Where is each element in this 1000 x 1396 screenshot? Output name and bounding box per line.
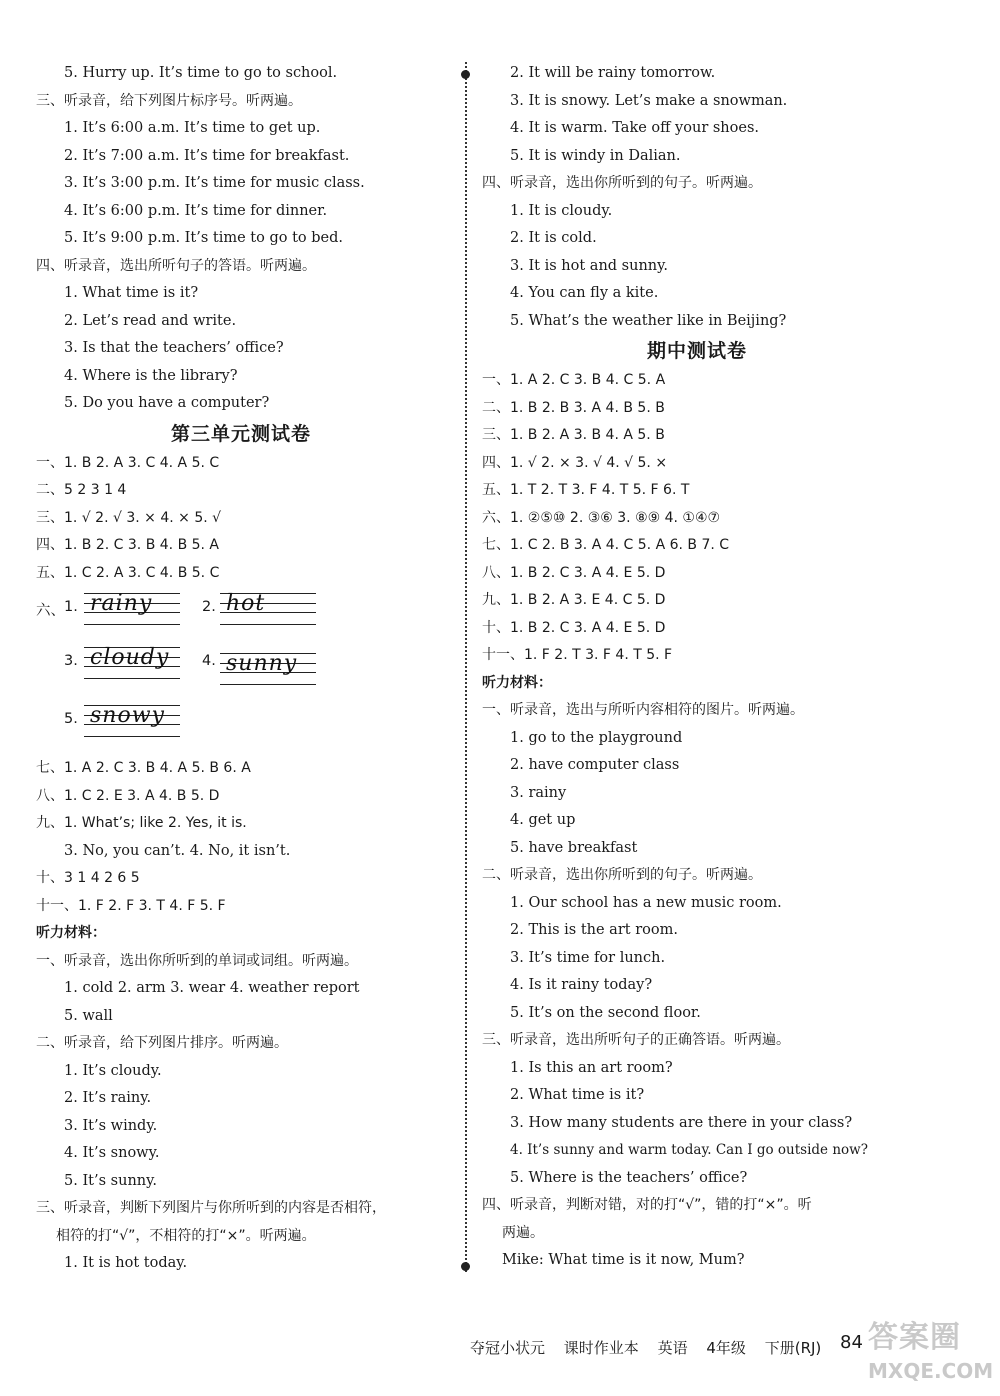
list-item: 4. It’s sunny and warm today. Can I go outside now? <box>510 1142 868 1158</box>
list-item: 4. Is it rainy today? <box>510 977 653 993</box>
list-item: 3. rainy <box>510 784 567 801</box>
list-item: 2. This is the art room. <box>510 922 678 938</box>
list-item: 1. It’s 6:00 a.m. It’s time to get up. <box>64 120 321 136</box>
list-item: 4. It’s 6:00 p.m. It’s time for dinner. <box>64 202 328 219</box>
answer-line: 十、1. B 2. C 3. A 4. E 5. D <box>482 619 666 636</box>
list-item: 2. have computer class <box>510 757 680 773</box>
answer-line: 五、1. T 2. T 3. F 4. T 5. F 6. T <box>482 482 690 498</box>
unit3-heading: 第三单元测试卷 <box>170 422 311 445</box>
midterm-heading: 期中测试卷 <box>646 340 747 362</box>
item-number: 5. <box>64 711 78 727</box>
list-item: 1. What time is it? <box>64 285 199 301</box>
handwritten-word: sunny <box>226 651 298 676</box>
item-number: 4. <box>202 653 216 669</box>
list-item: 1. cold 2. arm 3. wear 4. weather report <box>64 980 360 996</box>
left-column <box>36 60 446 1278</box>
binding-hole-top <box>461 70 470 79</box>
list-item: 4. Where is the library? <box>64 367 238 384</box>
section-title: 二、听录音，给下列图片排序。听两遍。 <box>36 1035 288 1051</box>
list-item: 5. have breakfast <box>510 839 638 856</box>
handwriting-row <box>36 695 446 755</box>
list-item: 2. Let’s read and write. <box>64 312 237 329</box>
section-title: 三、听录音，给下列图片标序号。听两遍。 <box>36 92 302 109</box>
list-item: 3. How many students are there in your class? <box>510 1114 853 1131</box>
list-item: 3. Is that the teachers’ office? <box>64 340 284 356</box>
item-number: 1. <box>64 599 78 615</box>
list-item: 1. It is cloudy. <box>510 202 613 219</box>
list-item: 5. It’s sunny. <box>64 1172 157 1189</box>
section-title: 三、听录音，判断下列图片与你所听到的内容是否相符， <box>36 1200 386 1216</box>
handwriting-answer <box>220 589 316 629</box>
handwriting-row <box>36 587 446 641</box>
handwritten-word: cloudy <box>90 645 170 670</box>
answer-line: 八、1. C 2. E 3. A 4. B 5. D <box>36 787 220 804</box>
section-title-continued: 两遍。 <box>502 1224 544 1241</box>
list-item: 2. It’s rainy. <box>64 1090 152 1106</box>
handwriting-answer <box>84 701 180 741</box>
answer-line: 四、1. B 2. C 3. B 4. B 5. A <box>36 537 220 553</box>
column-divider <box>465 62 467 1272</box>
list-item: 5. Do you have a computer? <box>64 395 270 411</box>
list-item: Mike: What time is it now, Mum? <box>502 1252 745 1268</box>
handwriting-answer <box>84 589 180 629</box>
list-item: 5. It’s on the second floor. <box>510 1004 701 1021</box>
listening-label: 听力材料： <box>482 674 552 691</box>
page-number: 84 <box>840 1332 863 1353</box>
right-column <box>482 60 912 1275</box>
list-item: 4. You can fly a kite. <box>510 285 659 301</box>
list-item: 3. It is snowy. Let’s make a snowman. <box>510 92 788 109</box>
answer-line: 3. No, you can’t. 4. No, it isn’t. <box>64 842 291 859</box>
handwriting-row <box>36 641 446 695</box>
answer-line: 五、1. C 2. A 3. C 4. B 5. C <box>36 564 220 581</box>
section-prefix: 六、 <box>36 603 65 619</box>
list-item: 4. It’s snowy. <box>64 1145 160 1161</box>
answer-line: 5. Hurry up. It’s time to go to school. <box>64 65 338 81</box>
section-title: 四、听录音，选出所听句子的答语。听两遍。 <box>36 257 316 274</box>
handwritten-word: rainy <box>90 591 153 616</box>
answer-line: 三、1. B 2. A 3. B 4. A 5. B <box>482 427 665 443</box>
footer-book: 课时作业本 <box>563 1339 639 1357</box>
section-title: 四、听录音，选出你所听到的句子。听两遍。 <box>482 175 762 191</box>
answer-line: 二、1. B 2. B 3. A 4. B 5. B <box>482 399 665 416</box>
answer-line: 十一、1. F 2. T 3. F 4. T 5. F <box>482 647 673 663</box>
answer-line: 九、1. What’s; like 2. Yes, it is. <box>36 815 247 831</box>
binding-hole-bottom <box>461 1262 470 1271</box>
list-item: 5. wall <box>64 1007 113 1024</box>
handwriting-answer <box>84 643 180 683</box>
watermark-logo <box>868 1318 994 1390</box>
section-title: 一、听录音，选出与所听内容相符的图片。听两遍。 <box>482 702 804 718</box>
answer-line: 一、1. A 2. C 3. B 4. C 5. A <box>482 372 666 388</box>
answer-line: 九、1. B 2. A 3. E 4. C 5. D <box>482 592 666 608</box>
section-title-continued: 相符的打“√”，不相符的打“×”。听两遍。 <box>56 1227 316 1244</box>
footer-term: 下册(RJ) <box>764 1339 822 1357</box>
list-item: 5. It is windy in Dalian. <box>510 147 681 164</box>
section-title: 三、听录音，选出所听句子的正确答语。听两遍。 <box>482 1032 790 1048</box>
footer-brand: 夺冠小状元 <box>470 1339 546 1357</box>
answer-line: 四、1. √ 2. × 3. √ 4. √ 5. × <box>482 454 668 471</box>
answer-line: 八、1. B 2. C 3. A 4. E 5. D <box>482 564 666 581</box>
section-title: 四、听录音，判断对错，对的打“√”，错的打“×”。听 <box>482 1197 812 1213</box>
listening-label: 听力材料： <box>36 925 106 941</box>
handwritten-word: hot <box>226 591 266 616</box>
section-title: 二、听录音，选出你所听到的句子。听两遍。 <box>482 867 762 883</box>
list-item: 2. It will be rainy tomorrow. <box>510 65 716 81</box>
item-number: 3. <box>64 653 78 669</box>
answer-line: 六、1. ②⑤⑩ 2. ③⑥ 3. ⑧⑨ 4. ①④⑦ <box>482 509 721 526</box>
answer-line: 一、1. B 2. A 3. C 4. A 5. C <box>36 454 220 471</box>
list-item: 4. It is warm. Take off your shoes. <box>510 120 759 136</box>
list-item: 3. It’s time for lunch. <box>510 949 666 966</box>
list-item: 2. It is cold. <box>510 230 597 246</box>
list-item: 3. It’s 3:00 p.m. It’s time for music class. <box>64 175 365 191</box>
page-footer <box>470 1336 835 1360</box>
list-item: 1. Is this an art room? <box>510 1059 673 1076</box>
list-item: 1. go to the playground <box>510 729 683 746</box>
answer-line: 三、1. √ 2. √ 3. × 4. × 5. √ <box>36 509 222 526</box>
answer-line: 七、1. A 2. C 3. B 4. A 5. B 6. A <box>36 760 251 776</box>
list-item: 4. get up <box>510 812 576 828</box>
list-item: 3. It is hot and sunny. <box>510 257 669 274</box>
answer-line: 十、3 1 4 2 6 5 <box>36 870 140 886</box>
watermark-text: 答案圈 <box>868 1320 961 1355</box>
answer-line: 二、5 2 3 1 4 <box>36 482 127 498</box>
section-title: 一、听录音，选出你所听到的单词或词组。听两遍。 <box>36 952 358 969</box>
list-item: 3. It’s windy. <box>64 1117 158 1134</box>
footer-subject: 英语 <box>657 1339 688 1357</box>
list-item: 1. Our school has a new music room. <box>510 894 782 911</box>
list-item: 5. It’s 9:00 p.m. It’s time to go to bed. <box>64 230 344 246</box>
answer-line: 七、1. C 2. B 3. A 4. C 5. A 6. B 7. C <box>482 537 730 553</box>
list-item: 1. It is hot today. <box>64 1255 188 1271</box>
list-item: 2. What time is it? <box>510 1087 645 1103</box>
footer-grade: 4年级 <box>706 1339 746 1357</box>
answer-line: 十一、1. F 2. F 3. T 4. F 5. F <box>36 897 226 914</box>
list-item: 5. Where is the teachers’ office? <box>510 1169 748 1186</box>
item-number: 2. <box>202 599 216 615</box>
list-item: 5. What’s the weather like in Beijing? <box>510 312 787 329</box>
list-item: 2. It’s 7:00 a.m. It’s time for breakfast. <box>64 147 350 164</box>
watermark-url: MXQE.COM <box>868 1359 994 1383</box>
handwritten-word: snowy <box>90 703 165 728</box>
handwriting-answer <box>220 649 316 689</box>
list-item: 1. It’s cloudy. <box>64 1062 162 1079</box>
